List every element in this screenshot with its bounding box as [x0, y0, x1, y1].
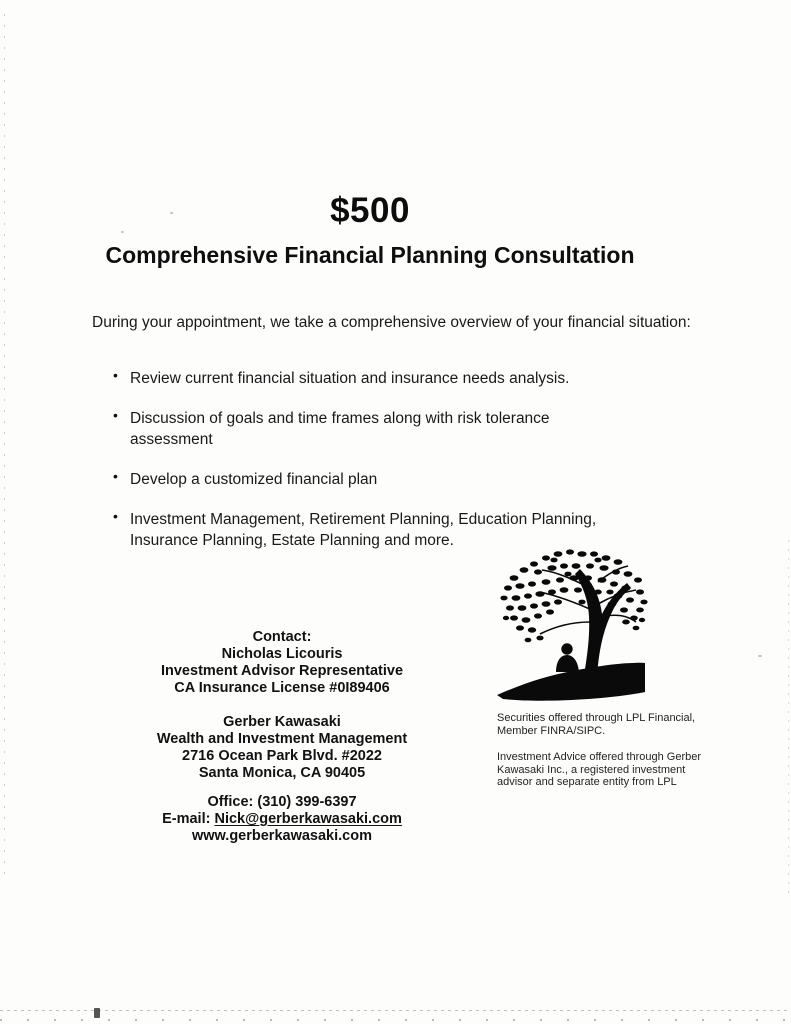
- website-url: www.gerberkawasaki.com: [192, 828, 372, 844]
- bullet-item: [113, 368, 633, 389]
- foliage: [500, 549, 647, 642]
- scan-artifact-speck: [121, 231, 124, 233]
- bullet-item: [113, 408, 633, 450]
- person-under-tree-illustration-icon: [494, 546, 650, 708]
- price-heading: $500: [330, 191, 410, 230]
- company-name: Gerber Kawasaki: [223, 714, 341, 730]
- contact-person-group: [62, 629, 502, 697]
- scan-artifact-blob: [94, 1008, 100, 1018]
- scan-artifact-bottom-line-2: [0, 1019, 791, 1021]
- advice-disclaimer: Investment Advice offered through Gerber Kawasaki Inc., a registered investment advisor and separate entity from LPL: [497, 751, 702, 788]
- page-title: Comprehensive Financial Planning Consultation: [105, 242, 635, 268]
- bullet-text: Review current financial situation and insurance needs analysis.: [130, 370, 570, 387]
- bullet-text: Develop a customized financial plan: [130, 471, 378, 488]
- address-line-1: 2716 Ocean Park Blvd. #2022: [182, 748, 382, 764]
- company-subtitle: Wealth and Investment Management: [156, 731, 408, 747]
- bullet-item: [113, 469, 633, 490]
- bullet-dot-icon: •: [113, 468, 118, 484]
- bullet-dot-icon: •: [113, 508, 118, 524]
- email-label: E-mail:: [162, 811, 215, 827]
- contact-block: [62, 629, 502, 845]
- email-address: Nick@gerberkawasaki.com: [214, 811, 402, 827]
- license-number: CA Insurance License #0I89406: [174, 680, 390, 696]
- disclaimer-block: [497, 712, 719, 803]
- email-line: [62, 811, 502, 828]
- address-line-2: Santa Monica, CA 90405: [198, 765, 366, 781]
- scan-artifact-speck: [170, 212, 173, 214]
- office-phone: Office: (310) 399-6397: [207, 794, 357, 810]
- bullet-item: [113, 509, 633, 551]
- bullet-text: Discussion of goals and time frames along with risk tolerance assessment: [130, 410, 550, 448]
- advisor-name: Nicholas Licouris: [221, 646, 343, 662]
- advisor-role: Investment Advisor Representative: [160, 663, 404, 679]
- intro-paragraph: During your appointment, we take a comprehensive overview of your financial situation:: [92, 314, 691, 331]
- scan-artifact-left-edge: [4, 14, 5, 874]
- securities-disclaimer: Securities offered through LPL Financial, Member FINRA/SIPC.: [497, 712, 696, 737]
- contact-heading: Contact:: [252, 629, 312, 645]
- bullet-dot-icon: •: [113, 367, 118, 383]
- company-group: [62, 714, 502, 782]
- bullet-dot-icon: •: [113, 407, 118, 423]
- scan-artifact-bottom-line: [0, 1010, 791, 1011]
- bullet-text: Investment Management, Retirement Planning, Education Planning, Insurance Planning, Estate Planning and more.: [130, 511, 597, 549]
- scan-artifact-right-edge: [788, 540, 789, 894]
- scan-artifact-speck: [758, 655, 762, 657]
- contact-methods-group: [62, 794, 502, 845]
- bullet-list: [113, 368, 633, 570]
